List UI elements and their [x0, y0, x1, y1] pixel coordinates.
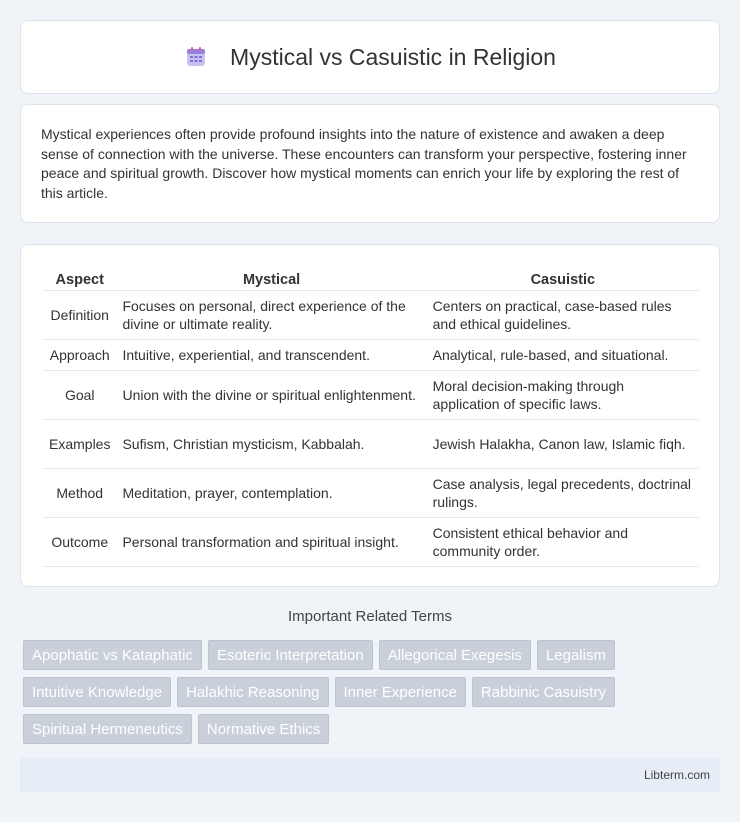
row-casuistic: Jewish Halakha, Canon law, Islamic fiqh. — [427, 420, 699, 469]
intro-text: Mystical experiences often provide profound insights into the nature of existence and awaken a deep sense of connection with the universe. These encounters can transform your perspective, fostering inner peace and spiritual growth. Discover how mystical moments can enrich your life by exploring the rest of this article. — [41, 126, 687, 201]
row-mystical: Sufism, Christian mysticism, Kabbalah. — [116, 420, 426, 469]
related-terms-title: Important Related Terms — [288, 608, 452, 625]
row-mystical: Focuses on personal, direct experience of the divine or ultimate reality. — [116, 291, 426, 340]
intro-card — [20, 104, 720, 223]
footer — [20, 758, 720, 792]
header-casuistic: Casuistic — [427, 265, 699, 291]
related-term-tag[interactable]: Normative Ethics — [198, 714, 329, 744]
related-term-tag[interactable]: Spiritual Hermeneutics — [23, 714, 192, 744]
table-row — [43, 371, 699, 420]
row-mystical: Personal transformation and spiritual insight. — [116, 518, 426, 567]
row-casuistic: Consistent ethical behavior and community order. — [427, 518, 699, 567]
header-aspect: Aspect — [43, 265, 116, 291]
row-casuistic: Analytical, rule-based, and situational. — [427, 340, 699, 371]
row-mystical: Union with the divine or spiritual enlightenment. — [116, 371, 426, 420]
related-term-tag[interactable]: Apophatic vs Kataphatic — [23, 640, 202, 670]
row-casuistic: Case analysis, legal precedents, doctrinal rulings. — [427, 469, 699, 518]
row-aspect: Examples — [43, 420, 116, 469]
related-term-tag[interactable]: Rabbinic Casuistry — [472, 677, 615, 707]
comparison-table-card — [20, 244, 720, 587]
calendar-icon — [184, 45, 208, 69]
related-term-tag[interactable]: Halakhic Reasoning — [177, 677, 328, 707]
row-aspect: Method — [43, 469, 116, 518]
row-mystical: Meditation, prayer, contemplation. — [116, 469, 426, 518]
page-title: Mystical vs Casuistic in Religion — [230, 43, 556, 70]
related-term-tag[interactable]: Esoteric Interpretation — [208, 640, 373, 670]
footer-site-link[interactable]: Libterm.com — [643, 768, 710, 782]
row-aspect: Goal — [43, 371, 116, 420]
comparison-table — [43, 265, 699, 567]
title-card — [20, 20, 720, 94]
row-aspect: Definition — [43, 291, 116, 340]
row-casuistic: Moral decision-making through application of specific laws. — [427, 371, 699, 420]
related-term-tag[interactable]: Inner Experience — [335, 677, 466, 707]
row-mystical: Intuitive, experiential, and transcendent. — [116, 340, 426, 371]
table-header-row — [43, 265, 699, 291]
header-mystical: Mystical — [116, 265, 426, 291]
table-row — [43, 340, 699, 371]
row-aspect: Approach — [43, 340, 116, 371]
related-term-tag[interactable]: Intuitive Knowledge — [23, 677, 171, 707]
related-term-tag[interactable]: Allegorical Exegesis — [379, 640, 531, 670]
row-casuistic: Centers on practical, case-based rules and ethical guidelines. — [427, 291, 699, 340]
table-row — [43, 518, 699, 567]
table-row — [43, 420, 699, 469]
table-row — [43, 291, 699, 340]
related-terms-list — [23, 640, 723, 744]
table-row — [43, 469, 699, 518]
related-term-tag[interactable]: Legalism — [537, 640, 615, 670]
row-aspect: Outcome — [43, 518, 116, 567]
